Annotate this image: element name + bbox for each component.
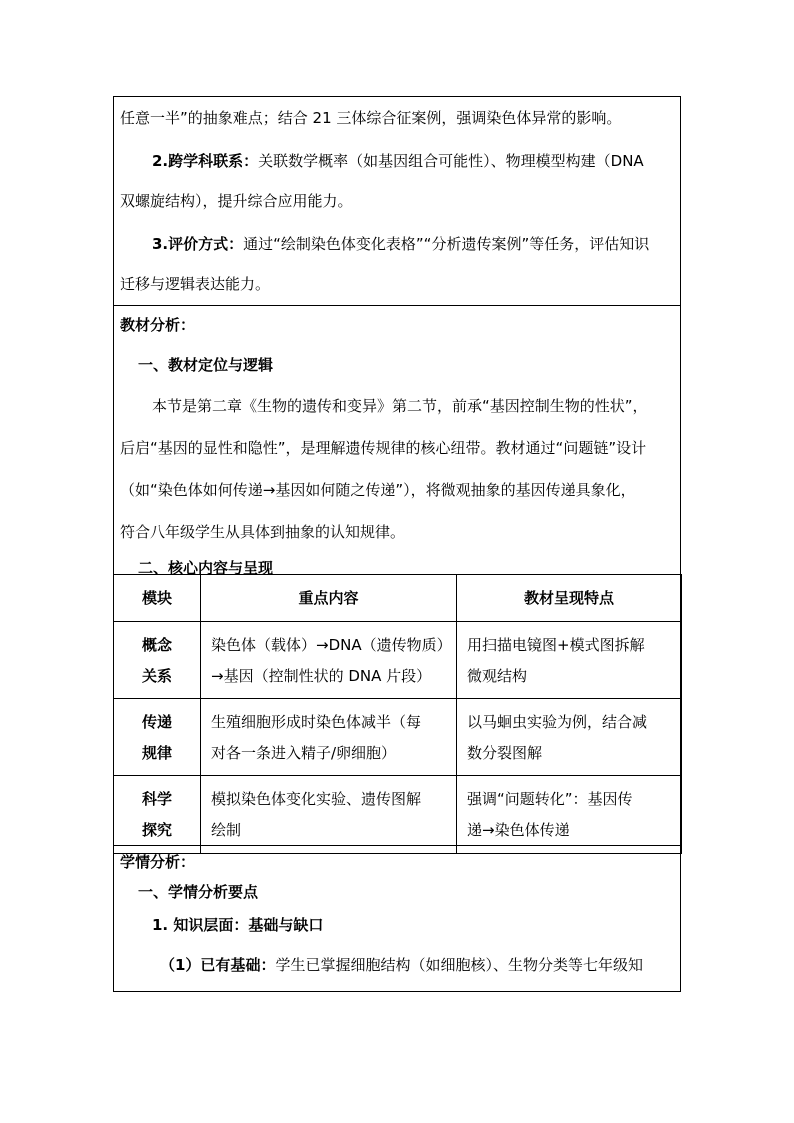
item-2-label: 2.跨学科联系： bbox=[152, 152, 259, 170]
learner-item-text: 学生已掌握细胞结构（如细胞核）、生物分类等七年级知 bbox=[275, 956, 643, 974]
textbook-para-line-2: 后启“基因的显性和隐性”，是理解遗传规律的核心纽带。教材通过“问题链”设计 bbox=[120, 439, 647, 457]
row-module bbox=[114, 622, 201, 699]
textbook-title: 教材分析： bbox=[120, 316, 196, 334]
row-module bbox=[114, 699, 201, 776]
module-line: 传递 bbox=[141, 713, 172, 731]
item-3-label: 3.评价方式： bbox=[152, 235, 244, 253]
module-line: 探究 bbox=[141, 821, 172, 839]
table-row bbox=[114, 699, 682, 776]
learner-subheading-2: 1. 知识层面：基础与缺口 bbox=[152, 916, 324, 934]
textbook-para-line-1: 本节是第二章《生物的遗传和变异》第二节，前承“基因控制生物的性状”， bbox=[152, 397, 648, 415]
textbook-section bbox=[113, 306, 681, 846]
content-line: 绘制 bbox=[211, 821, 242, 839]
row-feature bbox=[457, 776, 682, 854]
feature-line: 数分裂图解 bbox=[467, 744, 543, 762]
document-page bbox=[113, 96, 681, 992]
module-line: 规律 bbox=[141, 744, 172, 762]
goals-item-2 bbox=[152, 153, 644, 169]
table-row bbox=[114, 622, 682, 699]
goals-item-3 bbox=[152, 236, 649, 252]
content-line: 染色体（载体）→DNA（遗传物质） bbox=[211, 636, 452, 654]
row-module bbox=[114, 776, 201, 854]
table-row bbox=[114, 776, 682, 854]
content-line: →基因（控制性状的 DNA 片段） bbox=[211, 667, 432, 685]
item-2-text: 关联数学概率（如基因组合可能性）、物理模型构建（DNA bbox=[258, 152, 644, 170]
header-feature: 教材呈现特点 bbox=[457, 575, 682, 622]
goals-line-1: 任意一半”的抽象难点；结合 21 三体综合征案例，强调染色体异常的影响。 bbox=[120, 109, 622, 127]
learner-item-label: （1）已有基础： bbox=[160, 956, 276, 974]
feature-line: 用扫描电镜图+模式图拆解 bbox=[467, 636, 645, 654]
header-module: 模块 bbox=[114, 575, 201, 622]
row-feature bbox=[457, 622, 682, 699]
feature-line: 递→染色体传递 bbox=[467, 821, 570, 839]
feature-line: 微观结构 bbox=[467, 667, 528, 685]
row-content bbox=[201, 776, 457, 854]
goals-item-2-cont: 双螺旋结构），提升综合应用能力。 bbox=[120, 192, 353, 210]
feature-line: 强调“问题转化”：基因传 bbox=[467, 790, 633, 808]
table-header-row bbox=[114, 575, 682, 622]
row-content bbox=[201, 699, 457, 776]
module-line: 科学 bbox=[141, 790, 172, 808]
learner-subheading-1: 一、学情分析要点 bbox=[138, 883, 259, 901]
content-table bbox=[113, 574, 682, 854]
goals-item-3-cont: 迁移与逻辑表达能力。 bbox=[120, 275, 271, 293]
module-line: 关系 bbox=[141, 667, 172, 685]
row-feature bbox=[457, 699, 682, 776]
module-line: 概念 bbox=[141, 636, 172, 654]
header-content: 重点内容 bbox=[201, 575, 457, 622]
goals-section bbox=[113, 96, 681, 306]
textbook-para-line-4: 符合八年级学生从具体到抽象的认知规律。 bbox=[120, 523, 406, 541]
feature-line: 以马蛔虫实验为例，结合减 bbox=[467, 713, 648, 731]
content-line: 对各一条进入精子/卵细胞） bbox=[211, 744, 397, 762]
textbook-subheading-2: 二、核心内容与呈现 bbox=[138, 559, 274, 577]
item-3-text: 通过“绘制染色体变化表格”“分析遗传案例”等任务，评估知识 bbox=[243, 235, 650, 253]
content-line: 模拟染色体变化实验、遗传图解 bbox=[211, 790, 422, 808]
row-content bbox=[201, 622, 457, 699]
learner-title: 学情分析： bbox=[120, 853, 196, 871]
textbook-para-line-3: （如“染色体如何传递→基因如何随之传递”），将微观抽象的基因传递具象化， bbox=[120, 481, 636, 499]
textbook-subheading-1: 一、教材定位与逻辑 bbox=[138, 356, 274, 374]
learner-section bbox=[113, 846, 681, 992]
content-line: 生殖细胞形成时染色体减半（每 bbox=[211, 713, 422, 731]
learner-item-1 bbox=[160, 957, 643, 973]
